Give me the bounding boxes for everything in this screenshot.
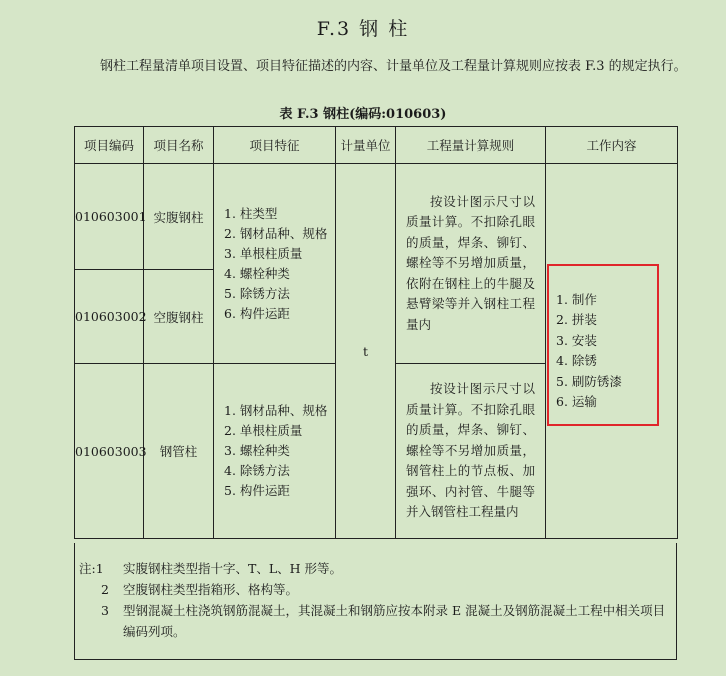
- note-number: 注:1: [79, 561, 104, 576]
- feature-item: 6. 构件运距: [224, 305, 290, 321]
- work-item: 3. 安装: [556, 332, 597, 348]
- feature-item: 2. 钢材品种、规格: [224, 225, 328, 241]
- row-code: 010603002: [75, 270, 144, 364]
- work-item: 6. 运输: [556, 394, 597, 409]
- rule-cell-1: 按设计图示尺寸以质量计算。不扣除孔眼的质量，焊条、铆钉、螺栓等不另增加质量，依附在钢柱上的牛腿及悬臂梁等并入钢柱工程量内: [396, 164, 546, 364]
- notes-box: [74, 543, 677, 660]
- work-item: 5. 刷防锈漆: [556, 373, 622, 389]
- feature-item: 3. 螺栓种类: [224, 443, 290, 458]
- header-rule: 工程量计算规则: [396, 127, 546, 164]
- header-name: 项目名称: [144, 127, 214, 164]
- features-cell: [214, 364, 336, 539]
- note-text: 型钢混凝土柱浇筑钢筋混凝土，其混凝土和钢筋应按本附录 E 混凝土及钢筋混凝土工程中相关项目编码列项。: [123, 603, 666, 639]
- row-name: 空腹钢柱: [144, 270, 214, 364]
- work-item: 2. 拼装: [556, 312, 597, 327]
- note-text: 实腹钢柱类型指十字、T、L、H 形等。: [123, 561, 343, 576]
- table-header-row: [75, 127, 678, 164]
- row-name: 实腹钢柱: [144, 164, 214, 270]
- table-caption: 表 F.3 钢柱(编码:010603): [279, 107, 447, 122]
- header-code: 项目编码: [75, 127, 144, 164]
- feature-item: 4. 除锈方法: [224, 463, 290, 478]
- header-unit: 计量单位: [336, 127, 396, 164]
- header-feature: 项目特征: [214, 127, 336, 164]
- feature-item: 3. 单根柱质量: [224, 245, 303, 261]
- row-code: 010603003: [75, 364, 144, 539]
- feature-item: 5. 构件运距: [224, 483, 290, 498]
- unit-cell: t: [336, 164, 396, 539]
- work-item: 4. 除锈: [556, 353, 597, 368]
- section-title: F.3 钢 柱: [316, 18, 410, 40]
- feature-item: 4. 螺栓种类: [224, 265, 290, 281]
- feature-item: 1. 钢材品种、规格: [224, 403, 328, 418]
- row-name: 钢管柱: [144, 364, 214, 539]
- feature-item: 1. 柱类型: [224, 205, 278, 221]
- features-cell: [214, 164, 336, 364]
- note-item: [75, 558, 676, 579]
- note-text: 空腹钢柱类型指箱形、格构等。: [123, 582, 299, 597]
- note-item: [75, 600, 676, 642]
- row-code: 010603001: [75, 164, 144, 270]
- work-item: 1. 制作: [556, 291, 597, 307]
- header-work: 工作内容: [546, 127, 678, 164]
- note-number: 2: [101, 582, 109, 597]
- highlight-box: [547, 264, 659, 426]
- feature-item: 5. 除锈方法: [224, 285, 290, 301]
- note-number: 3: [101, 603, 109, 618]
- feature-item: 2. 单根柱质量: [224, 423, 303, 438]
- note-item: [75, 579, 676, 600]
- rule-cell-2: 按设计图示尺寸以质量计算。不扣除孔眼的质量，焊条、铆钉、螺栓等不另增加质量，钢管柱上的节点板、加强环、内衬管、牛腿等并入钢管柱工程量内: [396, 364, 546, 539]
- table-row: [75, 164, 678, 270]
- intro-paragraph: 钢柱工程量清单项目设置、项目特征描述的内容、计量单位及工程量计算规则应按表 F.3 的规定执行。: [100, 59, 687, 74]
